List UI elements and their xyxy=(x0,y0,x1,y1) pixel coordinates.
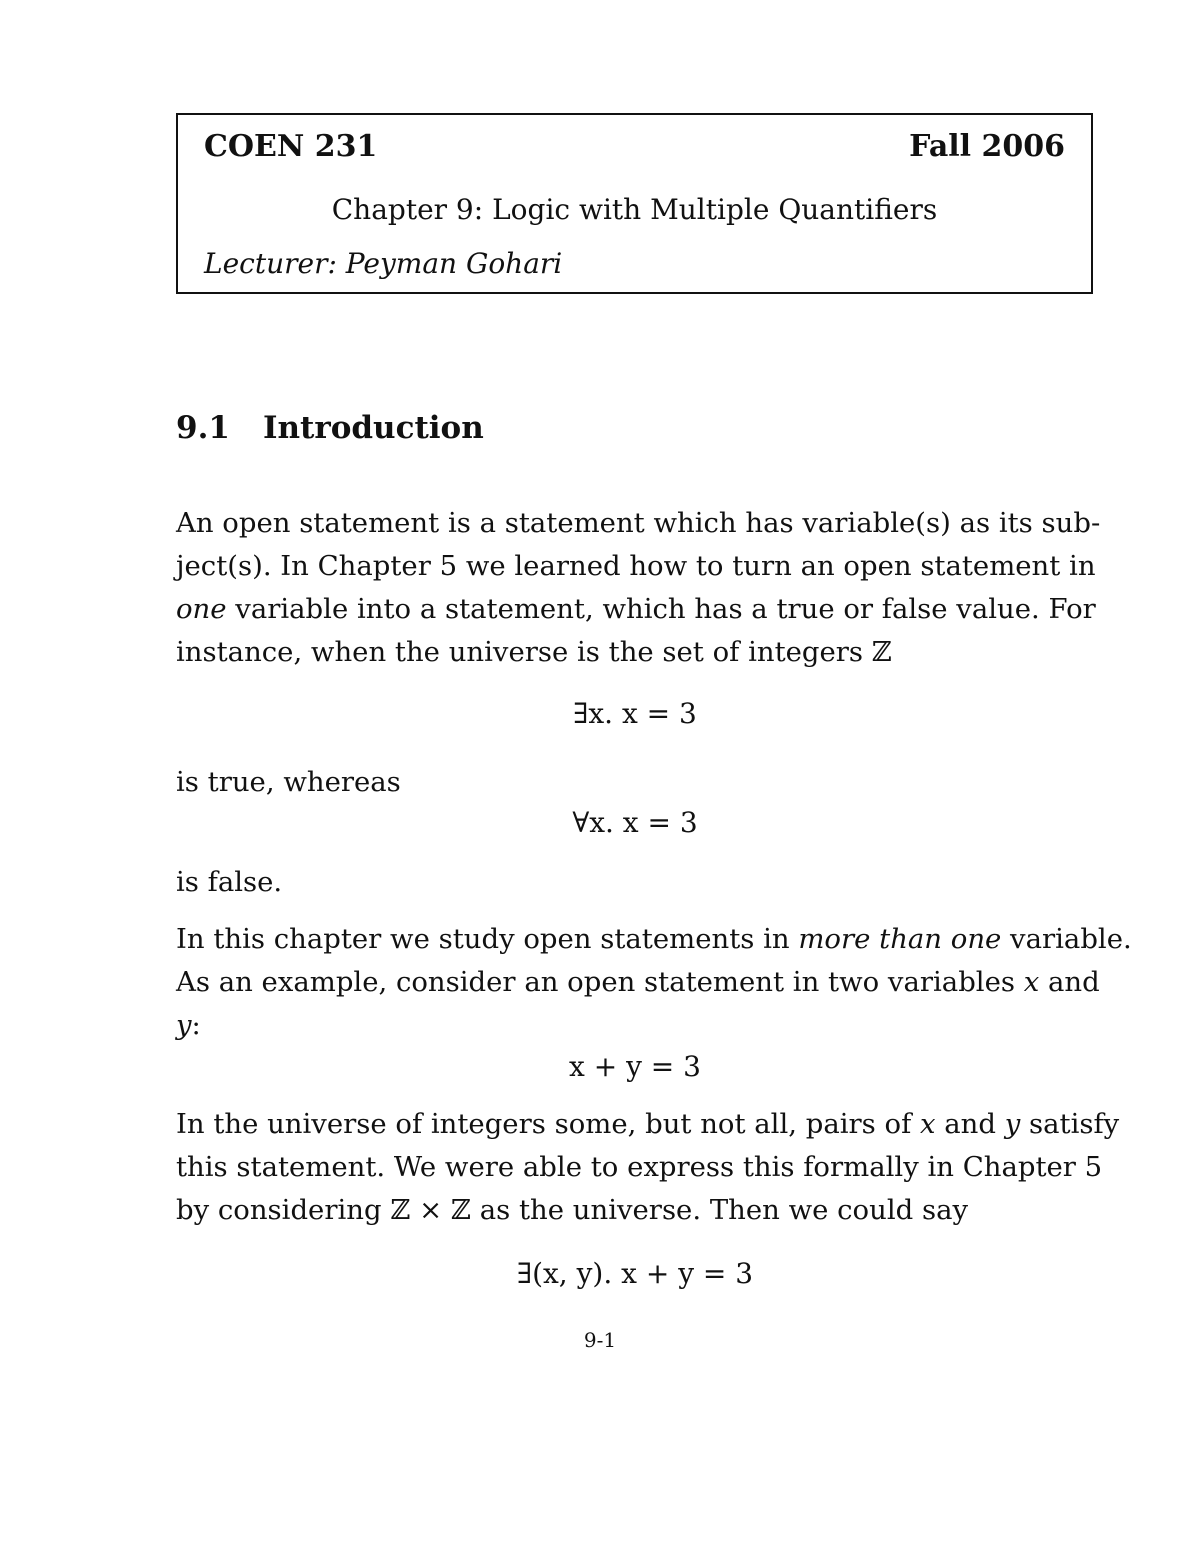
text-run: In this chapter we study open statements in xyxy=(176,923,799,955)
text-run: and xyxy=(1039,966,1100,998)
paragraph-5 xyxy=(176,1103,1120,1232)
paragraph-4 xyxy=(176,918,1132,1047)
paragraph-line: ject(s). In Chapter 5 we learned how to turn an open statement in xyxy=(176,550,1096,582)
section-number: 9.1 xyxy=(176,410,230,446)
paragraph-line: is false. xyxy=(176,866,283,898)
course-code: COEN 231 xyxy=(204,129,378,164)
paragraph-line xyxy=(176,588,1094,631)
math-variable: x xyxy=(920,1108,936,1140)
equation-1: ∃x. x = 3 xyxy=(573,697,697,730)
equation-3: x + y = 3 xyxy=(569,1050,701,1083)
text-run: variable into a statement, which has a true or false value. For xyxy=(226,593,1096,625)
text-run: As an example, consider an open statement in two variables xyxy=(176,966,1024,998)
paragraph-line: instance, when the universe is the set of integers ℤ xyxy=(176,636,892,668)
math-variable: y xyxy=(1004,1108,1021,1140)
chapter-title: Chapter 9: Logic with Multiple Quantifiers xyxy=(331,193,938,226)
text-run: and xyxy=(935,1108,1005,1140)
equation-4: ∃(x, y). x + y = 3 xyxy=(516,1257,754,1290)
paragraph-line xyxy=(176,918,1132,961)
text-run: satisfy xyxy=(1020,1108,1120,1140)
section-heading xyxy=(176,410,484,446)
lecturer: Lecturer: Peyman Gohari xyxy=(204,247,563,280)
paragraph-line xyxy=(176,1004,1094,1047)
math-variable: y xyxy=(176,1009,192,1041)
math-variable: x xyxy=(1023,966,1040,998)
paragraph-line: is true, whereas xyxy=(176,766,401,798)
paragraph-3 xyxy=(176,861,1094,904)
header-box xyxy=(176,113,1093,294)
paragraph-line xyxy=(176,1103,1120,1146)
paragraph-1 xyxy=(176,502,1101,674)
term: Fall 2006 xyxy=(909,129,1065,164)
emphasis: one xyxy=(176,593,227,625)
text-run: : xyxy=(191,1009,201,1041)
page-number: 9-1 xyxy=(583,1328,617,1352)
paragraph-line: An open statement is a statement which has variable(s) as its sub- xyxy=(176,507,1101,539)
paragraph-line: by considering ℤ × ℤ as the universe. Then we could say xyxy=(176,1194,969,1226)
paragraph-line xyxy=(176,961,1100,1004)
section-title: Introduction xyxy=(263,410,484,446)
equation-2: ∀x. x = 3 xyxy=(572,806,698,839)
text-run: In the universe of integers some, but not all, pairs of xyxy=(176,1108,920,1140)
emphasis: more than one xyxy=(798,923,1002,955)
text-run: variable. xyxy=(1001,923,1132,955)
paragraph-line: this statement. We were able to express this formally in Chapter 5 xyxy=(176,1151,1103,1183)
paragraph-2 xyxy=(176,761,1094,804)
